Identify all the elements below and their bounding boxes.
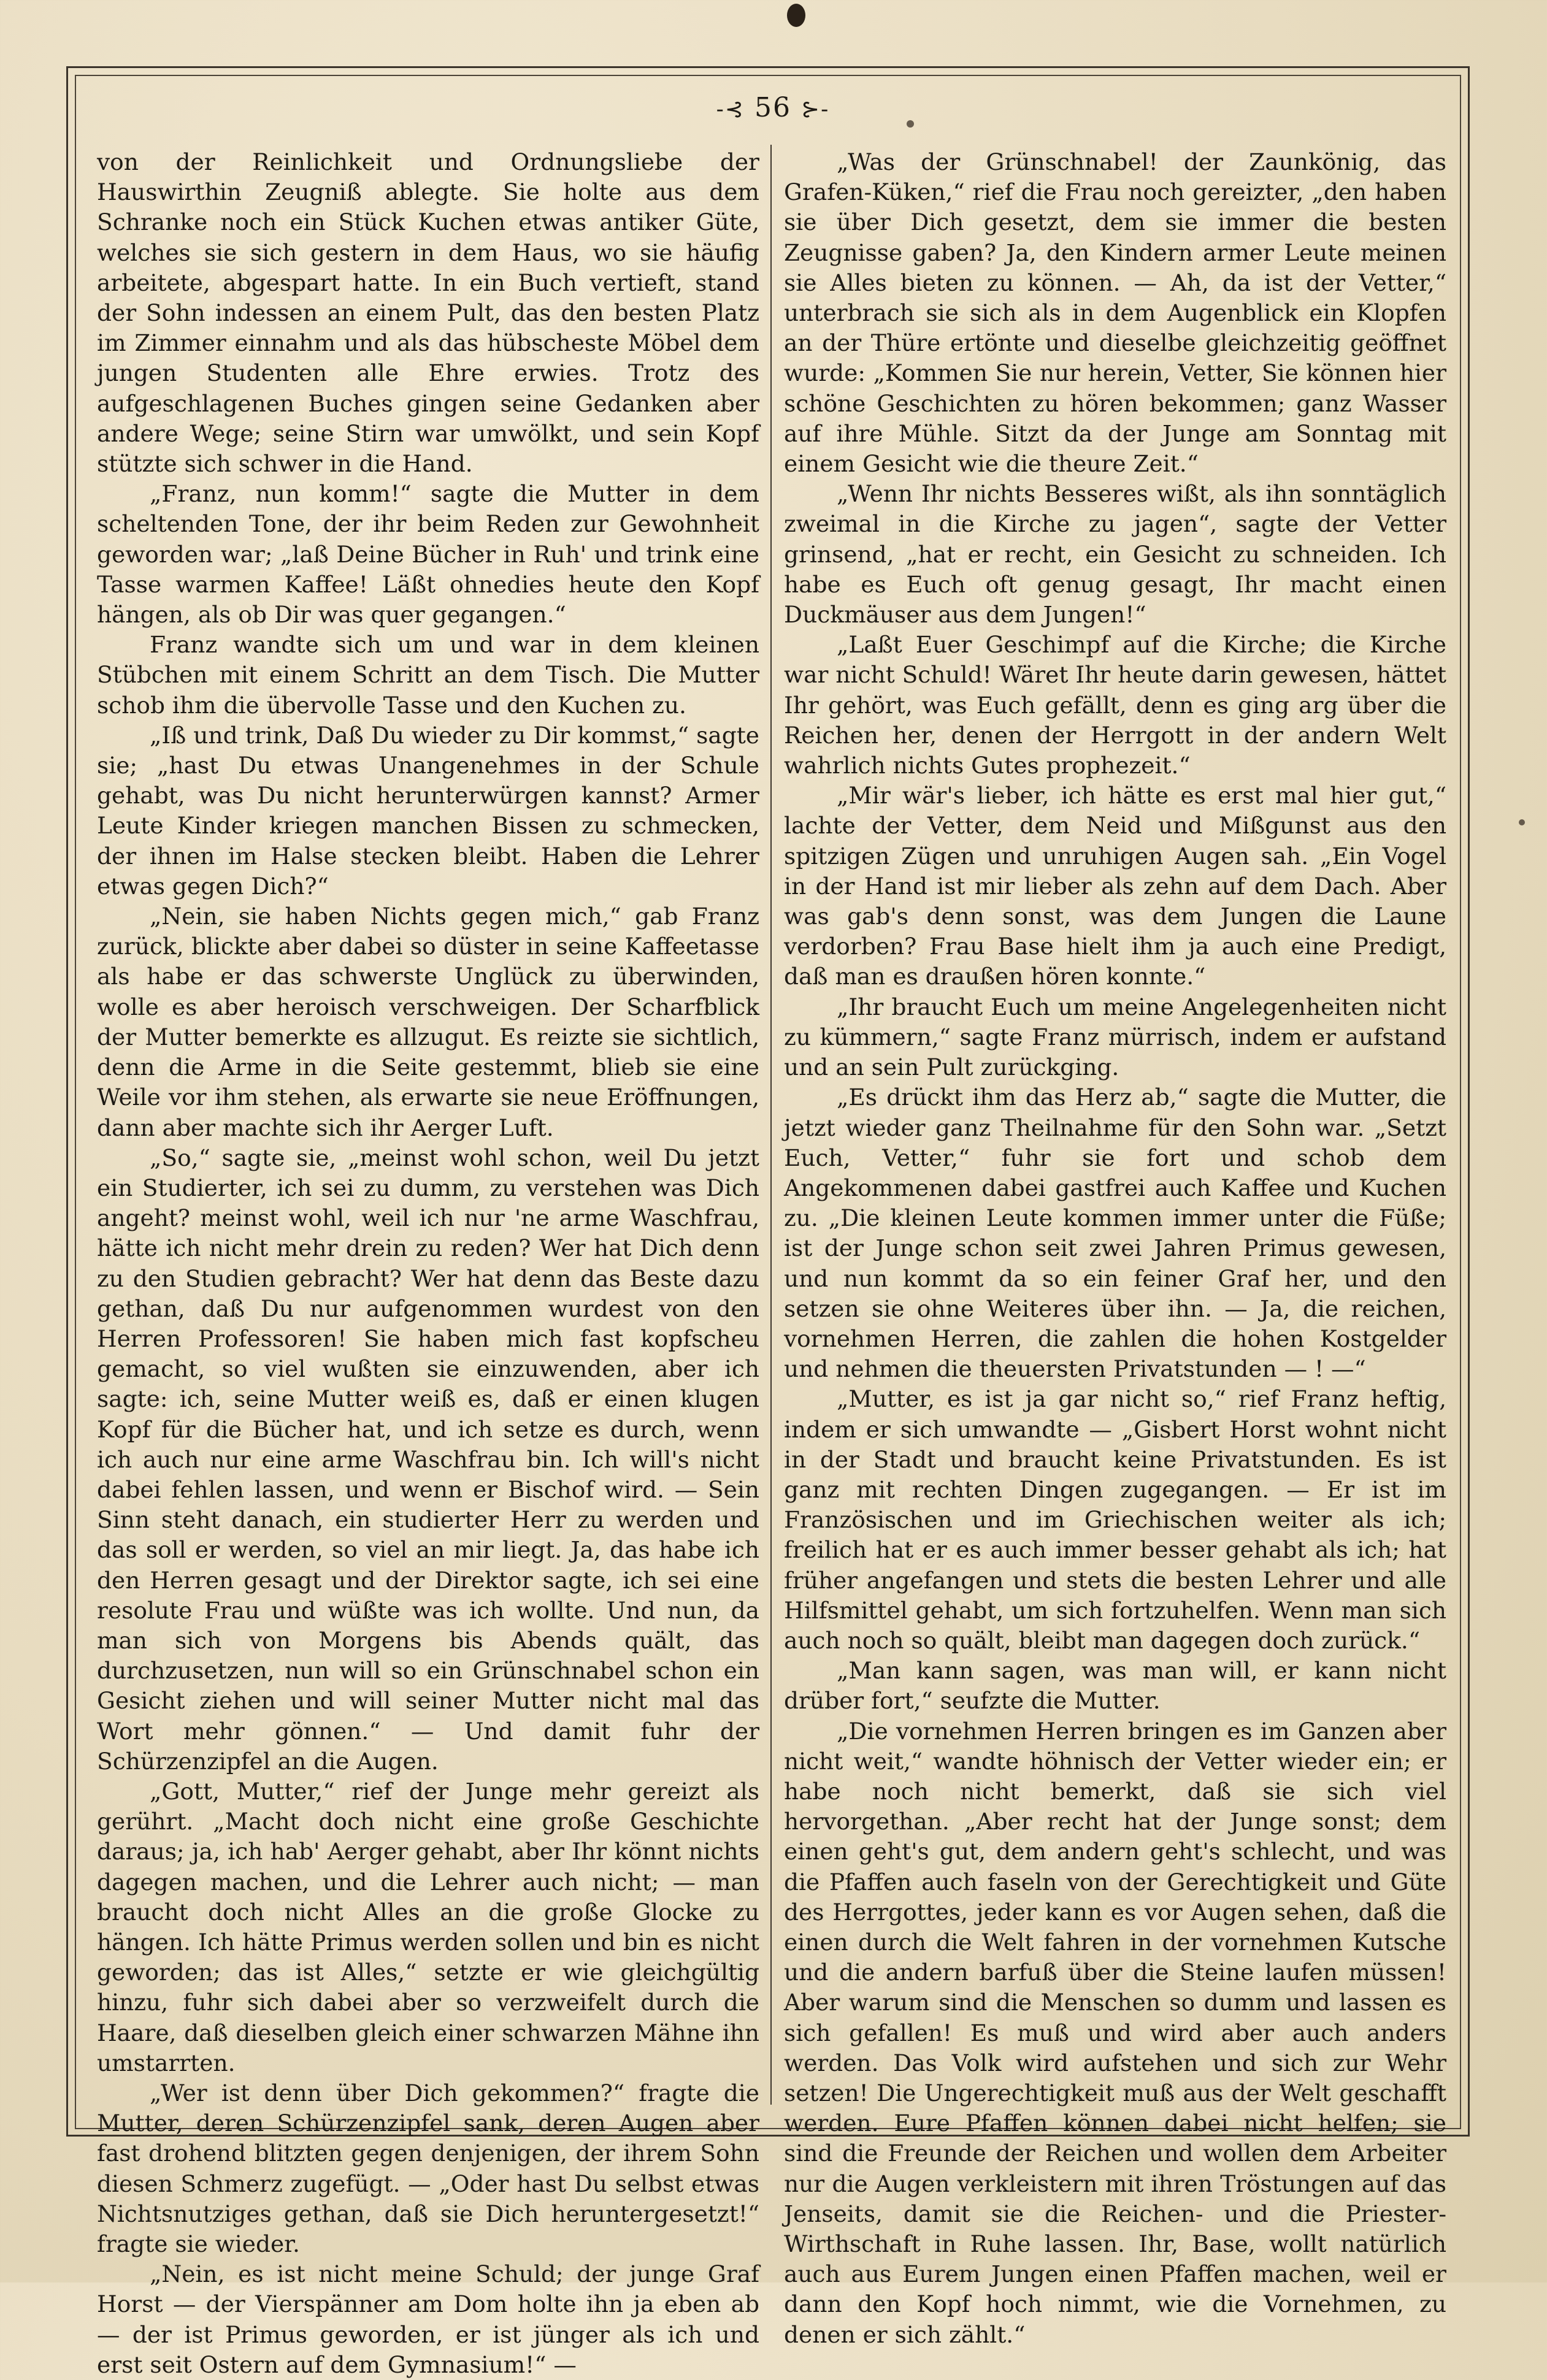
paragraph: „Wenn Ihr nichts Besseres wißt, als ihn sonntäglich zweimal in die Kirche zu jagen“, sagte der Vetter grinsend, „hat er recht, ein Gesicht zu schneiden. Ich habe es Euch oft genug gesagt, Ihr macht einen Duckmäuser aus dem Jungen!“ bbox=[784, 480, 1446, 629]
page-header bbox=[699, 92, 846, 123]
ornament-left: -⊰ bbox=[716, 97, 745, 122]
right-column bbox=[784, 147, 1446, 2348]
paragraph: „Wer ist denn über Dich gekommen?“ fragte die Mutter, deren Schürzenzipfel sank, deren Augen aber fast drohend blitzten gegen denjenigen, der ihrem Sohn diesen Schmerz zugefügt. — „Oder hast Du selbst etwas Nichtsnutziges gethan, daß sie Dich heruntergesetzt!“ fragte sie wieder. bbox=[97, 2080, 759, 2258]
page-number: 56 bbox=[754, 92, 791, 123]
paragraph: „Nein, sie haben Nichts gegen mich,“ gab Franz zurück, blickte aber dabei so düster in seine Kaffeetasse als habe er das schwerste Unglück zu überwinden, wolle es aber heroisch verschweigen. Der Scharfblick der Mutter bemerkte es allzugut. Es reizte sie sichtlich, denn die Arme in die Seite gestemmt, blieb sie eine Weile vor ihm stehen, als erwarte sie neue Eröffnungen, dann aber machte sich ihr Aerger Luft. bbox=[97, 903, 759, 1141]
paragraph: „Man kann sagen, was man will, er kann nicht drüber fort,“ seufzte die Mutter. bbox=[784, 1657, 1446, 1715]
paragraph: „Es drückt ihm das Herz ab,“ sagte die Mutter, die jetzt wieder ganz Theilnahme für den Sohn war. „Setzt Euch, Vetter,“ fuhr sie fort und schob dem Angekommenen dabei gastfrei auch Kaffee und Kuchen zu. „Die kleinen Leute kommen immer unter die Füße; ist der Junge schon seit zwei Jahren Primus gewesen, und nun kommt da so ein feiner Graf her, und den setzen sie ohne Weiteres über ihn. — Ja, die reichen, vornehmen Herren, die zahlen die hohen Kostgelder und nehmen die theuersten Privatstunden — ! —“ bbox=[784, 1084, 1446, 1383]
punch-hole bbox=[787, 4, 805, 27]
paragraph: „So,“ sagte sie, „meinst wohl schon, weil Du jetzt ein Studierter, ich sei zu dumm, zu verstehen was Dich angeht? meinst wohl, weil ich nur 'ne arme Waschfrau, hätte ich nicht mehr drein zu reden? Wer hat Dich denn zu den Studien gebracht? Wer hat denn das Beste dazu gethan, daß Du nur aufgenommen wurdest von den Herren Professoren! Sie haben mich fast kopfscheu gemacht, so viel wußten sie einzuwenden, aber ich sagte: ich, seine Mutter weiß es, daß er einen klugen Kopf für die Bücher hat, und ich setze es durch, wenn ich auch nur eine arme Waschfrau bin. Ich will's nicht dabei fehlen lassen, und wenn er Bischof wird. — Sein Sinn steht danach, ein studierter Herr zu werden und das soll er werden, so viel an mir liegt. Ja, das habe ich den Herren gesagt und der Direktor sagte, ich sei eine resolute Frau und wüßte was ich wollte. Und nun, da man sich von Morgens bis Abends quält, das durchzusetzen, nun will so ein Grünschnabel schon ein Gesicht ziehen und will seiner Mutter nicht mal das Wort mehr gönnen.“ — Und damit fuhr der Schürzenzipfel an die Augen. bbox=[97, 1144, 759, 1775]
paragraph: „Franz, nun komm!“ sagte die Mutter in dem scheltenden Tone, der ihr beim Reden zur Gewohnheit geworden war; „laß Deine Bücher in Ruh' und trink eine Tasse warmen Kaffee! Läßt ohnedies heute den Kopf hängen, als ob Dir was quer gegangen.“ bbox=[97, 480, 759, 629]
ornament-right: ⊱- bbox=[801, 97, 830, 122]
paragraph: „Mir wär's lieber, ich hätte es erst mal hier gut,“ lachte der Vetter, dem Neid und Mißgunst aus den spitzigen Zügen und unruhigen Augen sah. „Ein Vogel in der Hand ist mir lieber als zehn auf dem Dach. Aber was gab's denn sonst, was dem Jungen die Laune verdorben? Frau Base hielt ihm ja auch eine Predigt, daß man es draußen hören konnte.“ bbox=[784, 782, 1446, 990]
paragraph: „Ihr braucht Euch um meine Angelegenheiten nicht zu kümmern,“ sagte Franz mürrisch, indem er aufstand und an sein Pult zurückging. bbox=[784, 993, 1446, 1081]
paragraph: „Gott, Mutter,“ rief der Junge mehr gereizt als gerührt. „Macht doch nicht eine große Geschichte daraus; ja, ich hab' Aerger gehabt, aber Ihr könnt nichts dagegen machen, und die Lehrer auch nicht; — man braucht doch nicht Alles an die große Glocke zu hängen. Ich hätte Primus werden sollen und bin es nicht geworden; das ist Alles,“ setzte er wie gleichgültig hinzu, fuhr sich dabei aber so verzweifelt durch die Haare, daß dieselben gleich einer schwarzen Mähne ihn umstarrten. bbox=[97, 1777, 759, 2076]
paragraph: „Laßt Euer Geschimpf auf die Kirche; die Kirche war nicht Schuld! Wäret Ihr heute darin gewesen, hättet Ihr gehört, was Euch gefällt, denn es ging arg über die Reichen her, denen der Herrgott in der andern Welt wahrlich nichts Gutes prophezeit.“ bbox=[784, 631, 1446, 779]
left-column bbox=[97, 147, 759, 2378]
paragraph: von der Reinlichkeit und Ordnungsliebe der Hauswirthin Zeugniß ablegte. Sie holte aus dem Schranke noch ein Stück Kuchen etwas antiker Güte, welches sie sich gestern in dem Haus, wo sie häufig arbeitete, abgespart hatte. In ein Buch vertieft, stand der Sohn indessen an einem Pult, das den besten Platz im Zimmer einnahm und als das hübscheste Möbel dem jungen Studenten alle Ehre erwies. Trotz des aufgeschlagenen Buches gingen seine Gedanken aber andere Wege; seine Stirn war umwölkt, und sein Kopf stützte sich schwer in die Hand. bbox=[97, 148, 759, 478]
paper-speck bbox=[1519, 819, 1525, 825]
paragraph: „Nein, es ist nicht meine Schuld; der junge Graf Horst — der Vierspänner am Dom holte ihn ja eben ab — der ist Primus geworden, er ist jünger als ich und erst seit Ostern auf dem Gymnasium!“ — bbox=[97, 2260, 759, 2378]
paragraph: Franz wandte sich um und war in dem kleinen Stübchen mit einem Schritt an dem Tisch. Die Mutter schob ihm die übervolle Tasse und den Kuchen zu. bbox=[97, 631, 759, 719]
paragraph: „Die vornehmen Herren bringen es im Ganzen aber nicht weit,“ wandte höhnisch der Vetter wieder ein; er habe noch nicht bemerkt, daß sie sich viel hervorgethan. „Aber recht hat der Junge sonst; dem einen geht's gut, dem andern geht's schlecht, und was die Pfaffen auch faseln von der Gerechtigkeit und Güte des Herrgottes, jeder kann es vor Augen sehen, daß die einen durch die Welt fahren in der vornehmen Kutsche und die andern barfuß über die Steine laufen müssen! Aber warum sind die Menschen so dumm und lassen es sich gefallen! Es muß und wird aber auch anders werden. Das Volk wird aufstehen und sich zur Wehr setzen! Die Ungerechtigkeit muß aus der Welt geschafft werden. Eure Pfaffen können dabei nicht helfen; sie sind die Freunde der Reichen und wollen dem Arbeiter nur die Augen verkleistern mit ihren Tröstungen auf das Jenseits, damit sie die Reichen- und die Priester-Wirthschaft in Ruhe lassen. Ihr, Base, wollt natürlich auch aus Eurem Jungen einen Pfaffen machen, weil er dann den Kopf hoch nimmt, wie die Vornehmen, zu denen er sich zählt.“ bbox=[784, 1717, 1446, 2348]
column-divider bbox=[770, 145, 772, 2105]
paragraph: „Mutter, es ist ja gar nicht so,“ rief Franz heftig, indem er sich umwandte — „Gisbert Horst wohnt nicht in der Stadt und braucht keine Privatstunden. Es ist ganz mit rechten Dingen zugegangen. — Er ist im Französischen und im Griechischen weiter als ich; freilich hat er es auch immer besser gehabt als ich; hat früher angefangen und stets die besten Lehrer und alle Hilfsmittel gehabt, um sich fortzuhelfen. Wenn man sich auch noch so quält, bleibt man dagegen doch zurück.“ bbox=[784, 1385, 1446, 1654]
paragraph: „Iß und trink, Daß Du wieder zu Dir kommst,“ sagte sie; „hast Du etwas Unangenehmes in der Schule gehabt, was Du nicht herunterwürgen kannst? Armer Leute Kinder kriegen manchen Bissen zu schmecken, der ihnen im Halse stecken bleibt. Haben die Lehrer etwas gegen Dich?“ bbox=[97, 721, 759, 900]
paragraph: „Was der Grünschnabel! der Zaunkönig, das Grafen-Küken,“ rief die Frau noch gereizter, „den haben sie über Dich gesetzt, dem sie immer die besten Zeugnisse gaben? Ja, den Kindern armer Leute meinen sie Alles bieten zu können. — Ah, da ist der Vetter,“ unterbrach sie sich als in dem Augenblick ein Klopfen an der Thüre ertönte und dieselbe gleichzeitig geöffnet wurde: „Kommen Sie nur herein, Vetter, Sie können hier schöne Geschichten zu hören bekommen; ganz Wasser auf ihre Mühle. Sitzt da der Junge am Sonntag mit einem Gesicht wie die theure Zeit.“ bbox=[784, 148, 1446, 478]
